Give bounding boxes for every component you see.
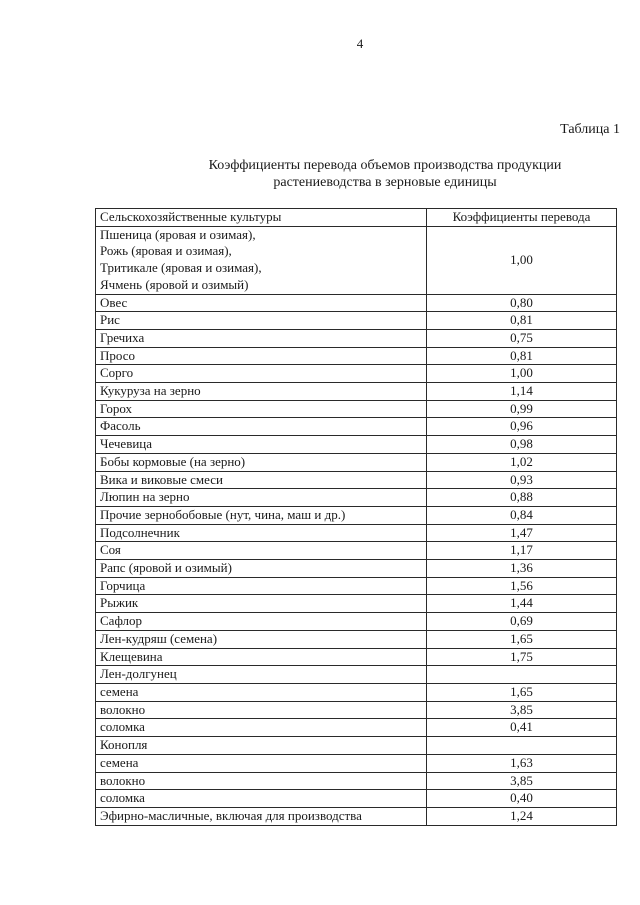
coef-cell: 1,63 <box>427 754 617 772</box>
coef-cell: 1,75 <box>427 648 617 666</box>
crop-cell: Вика и виковые смеси <box>96 471 427 489</box>
crop-cell: соломка <box>96 790 427 808</box>
crop-cell: семена <box>96 683 427 701</box>
crop-cell: Гречиха <box>96 329 427 347</box>
crop-line: Ячмень (яровой и озимый) <box>100 276 249 292</box>
table-row <box>96 453 617 471</box>
crop-cell: Горчица <box>96 577 427 595</box>
crop-cell: Клещевина <box>96 648 427 666</box>
coef-cell: 0,99 <box>427 400 617 418</box>
coef-cell: 1,14 <box>427 383 617 401</box>
coef-cell: 3,85 <box>427 701 617 719</box>
coef-cell: 0,75 <box>427 329 617 347</box>
header-crop: Сельскохозяйственные культуры <box>96 209 427 227</box>
table-row <box>96 701 617 719</box>
header-coef: Коэффициенты перевода <box>427 209 617 227</box>
crop-cell: Люпин на зерно <box>96 489 427 507</box>
table-row <box>96 489 617 507</box>
coef-cell: 1,65 <box>427 683 617 701</box>
table-row <box>96 400 617 418</box>
crop-line: Рожь (яровая и озимая), <box>100 243 232 259</box>
crop-cell: соломка <box>96 719 427 737</box>
crop-cell: Прочие зернобобовые (нут, чина, маш и др.) <box>96 506 427 524</box>
coef-cell: 1,65 <box>427 630 617 648</box>
table-row <box>96 666 617 684</box>
crop-cell: Фасоль <box>96 418 427 436</box>
caption-line-1: Коэффициенты перевода объемов производства продукции <box>208 158 562 173</box>
crop-cell: Бобы кормовые (на зерно) <box>96 453 427 471</box>
crop-cell: Кукуруза на зерно <box>96 383 427 401</box>
coef-cell: 1,44 <box>427 595 617 613</box>
crop-cell: Подсолнечник <box>96 524 427 542</box>
coef-cell <box>427 666 617 684</box>
table-row <box>96 226 617 294</box>
crop-cell: Овес <box>96 294 427 312</box>
coef-cell <box>427 737 617 755</box>
coef-cell: 0,88 <box>427 489 617 507</box>
table-row <box>96 613 617 631</box>
coef-cell: 3,85 <box>427 772 617 790</box>
table-row <box>96 754 617 772</box>
table-row <box>96 648 617 666</box>
crop-cell: Рыжик <box>96 595 427 613</box>
crop-cell: Эфирно-масличные, включая для производства <box>96 807 427 825</box>
coef-cell: 1,47 <box>427 524 617 542</box>
table-row <box>96 329 617 347</box>
coef-cell: 0,41 <box>427 719 617 737</box>
table-row <box>96 790 617 808</box>
coef-cell: 0,81 <box>427 347 617 365</box>
coef-cell: 0,93 <box>427 471 617 489</box>
table-header-row <box>96 209 617 227</box>
coef-cell: 0,40 <box>427 790 617 808</box>
coef-cell: 0,69 <box>427 613 617 631</box>
table-row <box>96 365 617 383</box>
crop-cell: волокно <box>96 772 427 790</box>
crop-line: Тритикале (яровая и озимая), <box>100 260 262 276</box>
crop-cell: семена <box>96 754 427 772</box>
crop-cell: Соя <box>96 542 427 560</box>
table-row <box>96 542 617 560</box>
crop-cell: Чечевица <box>96 436 427 454</box>
crop-cell: Лен-кудряш (семена) <box>96 630 427 648</box>
table-row <box>96 312 617 330</box>
coef-cell: 1,36 <box>427 560 617 578</box>
coef-cell: 1,24 <box>427 807 617 825</box>
crop-cell: волокно <box>96 701 427 719</box>
table-row <box>96 418 617 436</box>
table-row <box>96 294 617 312</box>
table-row <box>96 471 617 489</box>
table-row <box>96 630 617 648</box>
table-caption <box>150 157 620 191</box>
coef-cell: 1,00 <box>427 365 617 383</box>
crop-line: Пшеница (яровая и озимая), <box>100 226 256 242</box>
page-number: 4 <box>356 36 364 51</box>
table-row <box>96 772 617 790</box>
table-row <box>96 577 617 595</box>
table-label: Таблица 1 <box>560 122 620 137</box>
coef-cell: 0,98 <box>427 436 617 454</box>
coefficients-table <box>95 208 617 826</box>
coef-cell: 0,96 <box>427 418 617 436</box>
table-row <box>96 683 617 701</box>
coef-cell: 1,02 <box>427 453 617 471</box>
coef-cell: 0,84 <box>427 506 617 524</box>
coef-cell: 0,80 <box>427 294 617 312</box>
crop-cell: Сафлор <box>96 613 427 631</box>
crop-cell: Лен-долгунец <box>96 666 427 684</box>
table-row <box>96 595 617 613</box>
table-row <box>96 347 617 365</box>
crop-cell: Просо <box>96 347 427 365</box>
crop-cell: Рис <box>96 312 427 330</box>
crop-cell: Сорго <box>96 365 427 383</box>
table-row <box>96 383 617 401</box>
crop-cell: Рапс (яровой и озимый) <box>96 560 427 578</box>
coef-cell: 1,00 <box>427 226 617 294</box>
caption-line-2: растениеводства в зерновые единицы <box>273 175 497 190</box>
table-row <box>96 737 617 755</box>
crop-cell <box>96 226 427 294</box>
table-row <box>96 560 617 578</box>
table-row <box>96 506 617 524</box>
coef-cell: 1,56 <box>427 577 617 595</box>
crop-cell: Горох <box>96 400 427 418</box>
coef-cell: 0,81 <box>427 312 617 330</box>
table-row <box>96 807 617 825</box>
table-row <box>96 719 617 737</box>
coef-cell: 1,17 <box>427 542 617 560</box>
crop-cell: Конопля <box>96 737 427 755</box>
table-row <box>96 436 617 454</box>
table-row <box>96 524 617 542</box>
